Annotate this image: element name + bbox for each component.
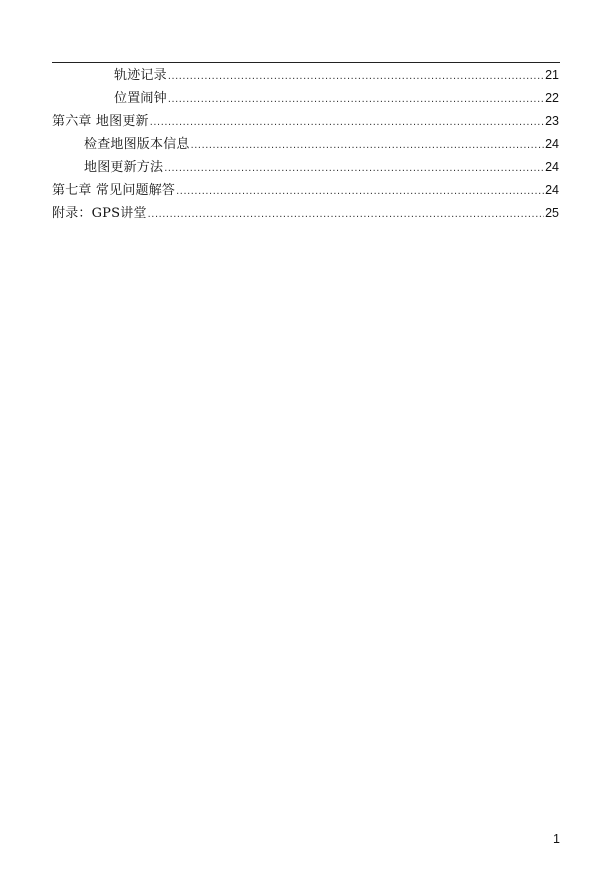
toc-dot-leader: [168, 88, 544, 111]
toc-entry-map-update-method[interactable]: [52, 156, 559, 179]
toc-entry-page: 25: [545, 206, 559, 220]
toc-dot-leader: [168, 65, 544, 88]
header-rule: [52, 62, 560, 63]
toc-entry-page: 24: [545, 160, 559, 174]
toc-entry-title: 检查地图版本信息: [84, 137, 190, 152]
toc-entry-location-alarm[interactable]: [52, 87, 559, 110]
table-of-contents: [52, 64, 559, 225]
toc-entry-page: 24: [545, 137, 559, 151]
toc-entry-title: 地图更新方法: [84, 160, 164, 175]
toc-dot-leader: [176, 180, 544, 203]
toc-entry-check-map-version[interactable]: [52, 133, 559, 156]
toc-entry-title: 轨迹记录: [114, 68, 167, 83]
toc-entry-chapter-7[interactable]: [52, 179, 559, 202]
page-number: 1: [553, 832, 560, 846]
toc-entry-title: 第七章 常见问题解答: [52, 183, 176, 198]
toc-entry-title: 第六章 地图更新: [52, 114, 149, 129]
toc-entry-appendix[interactable]: [52, 202, 559, 225]
toc-entry-page: 23: [545, 114, 559, 128]
toc-entry-page: 24: [545, 183, 559, 197]
toc-entry-title: 位置闹钟: [114, 91, 167, 106]
toc-dot-leader: [148, 203, 544, 226]
toc-dot-leader: [150, 111, 544, 134]
toc-dot-leader: [164, 157, 544, 180]
toc-dot-leader: [191, 134, 544, 157]
toc-entry-track-record[interactable]: [52, 64, 559, 87]
toc-entry-page: 21: [545, 68, 559, 82]
toc-entry-page: 22: [545, 91, 559, 105]
toc-entry-title: 附录：GPS讲堂: [52, 206, 147, 221]
toc-entry-chapter-6[interactable]: [52, 110, 559, 133]
